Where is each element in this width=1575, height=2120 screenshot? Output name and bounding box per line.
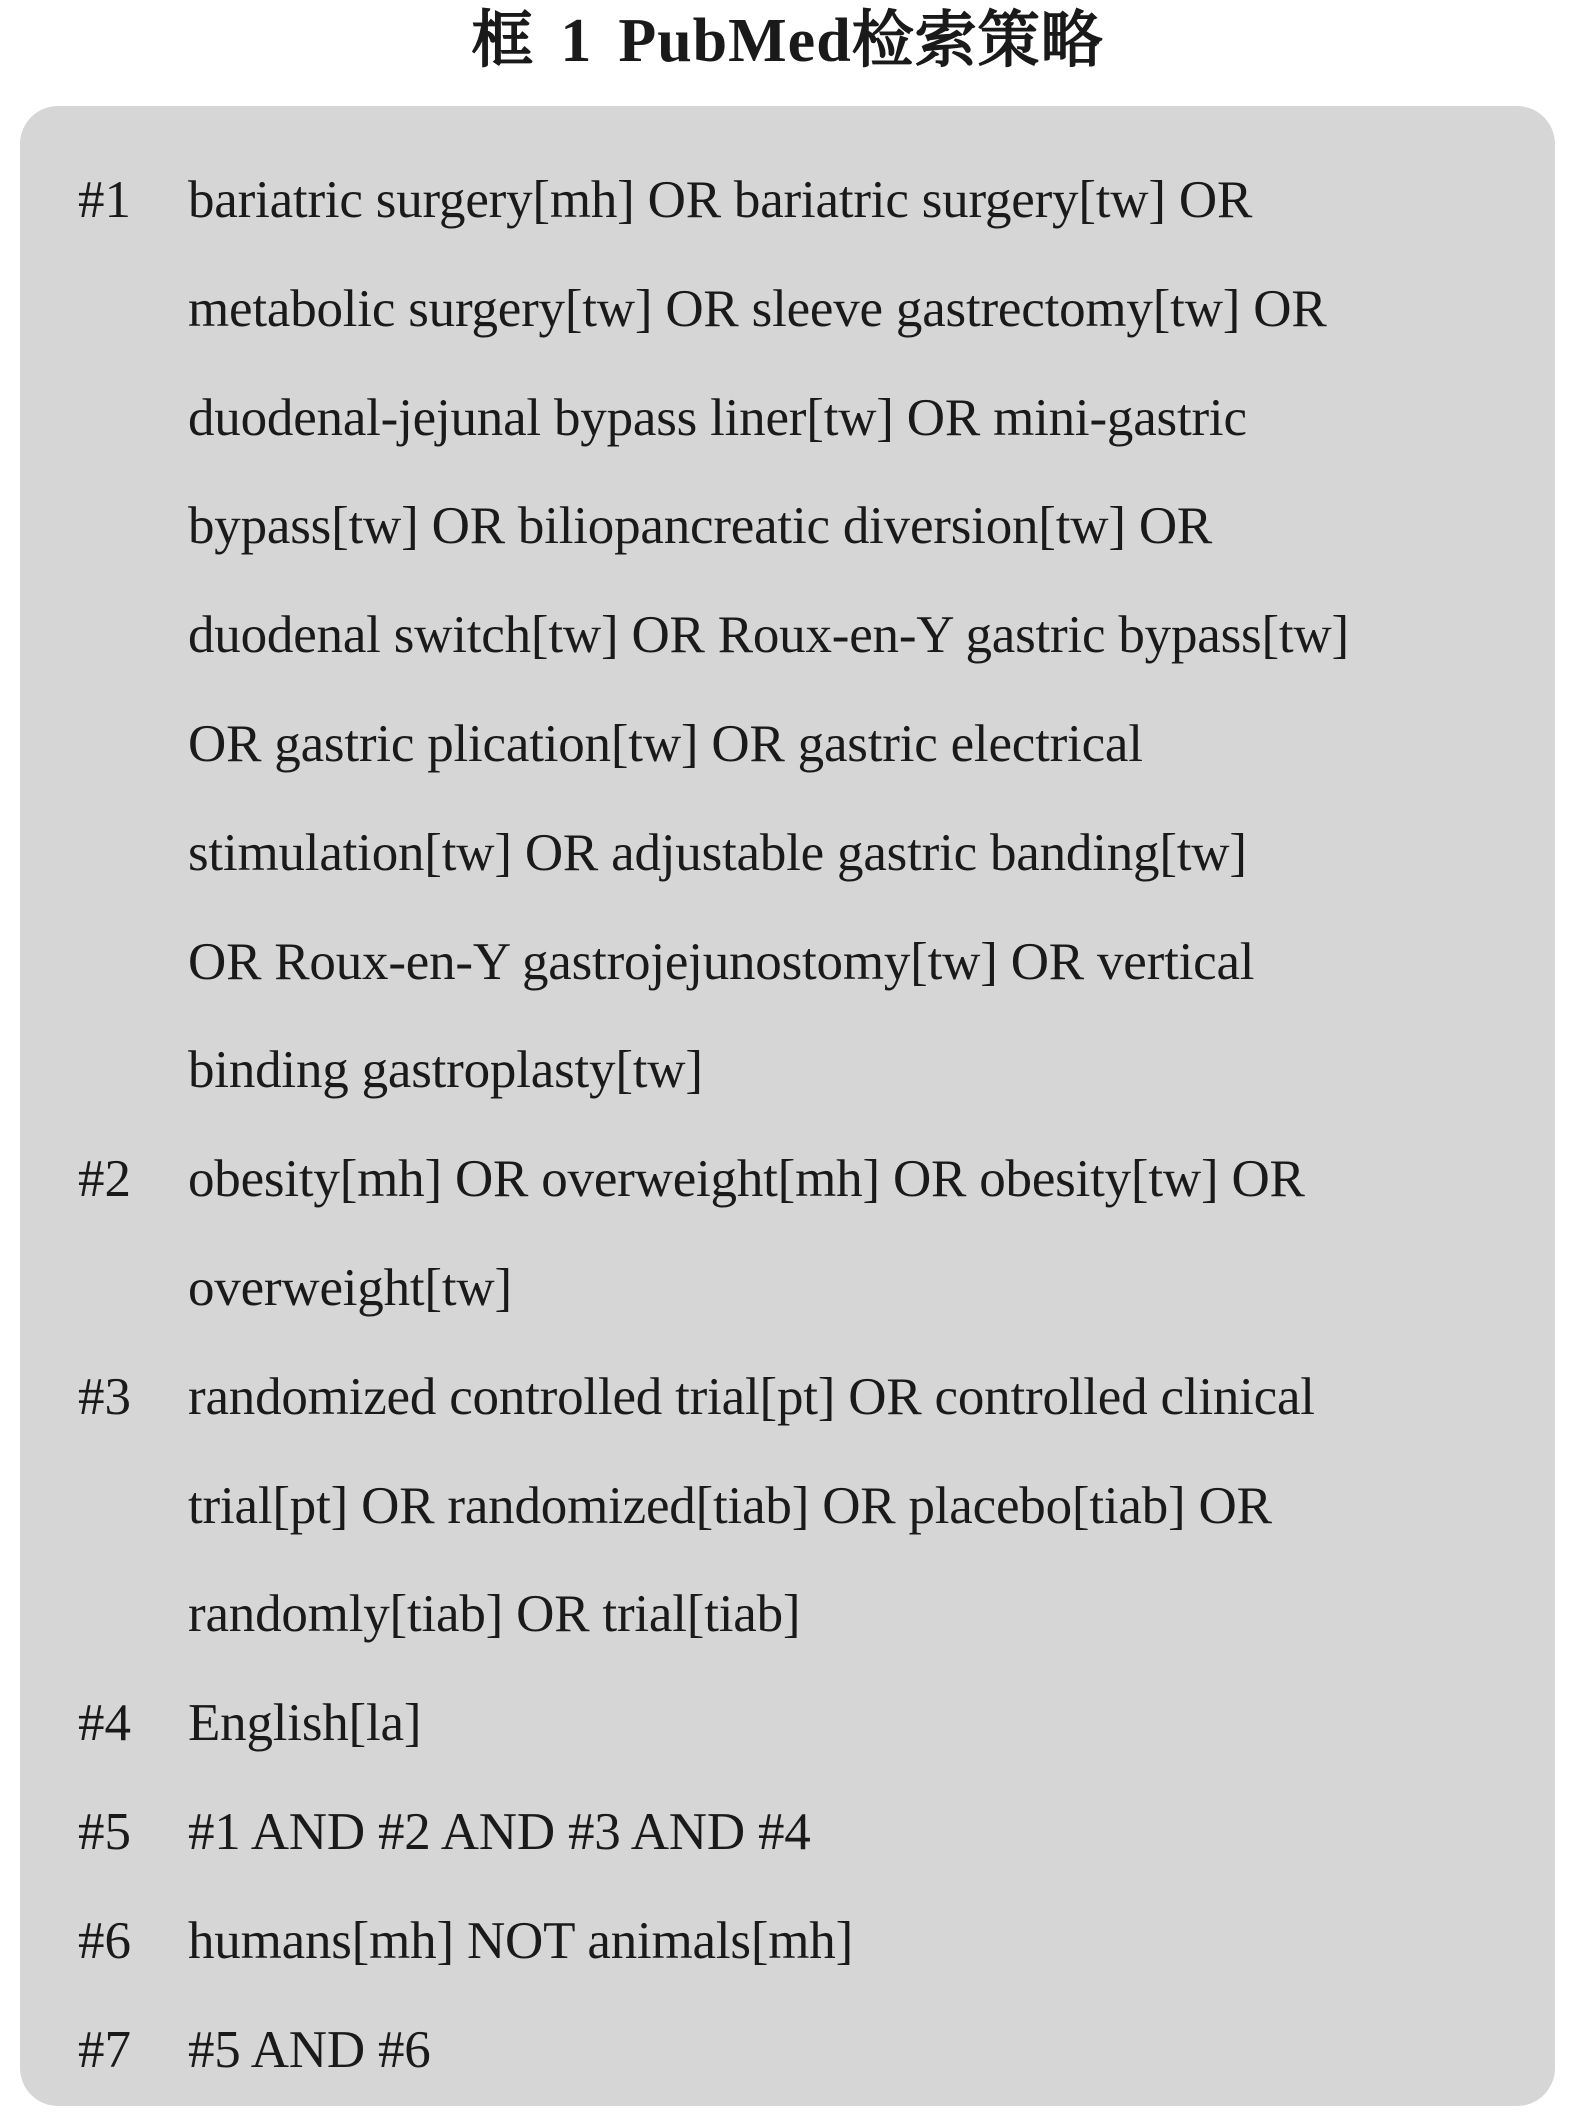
search-entry-1 <box>20 146 1555 1125</box>
search-entry-3 <box>20 1343 1555 1669</box>
entry-number: #2 <box>78 1150 131 1209</box>
entry-query: bariatric surgery[mh] OR bariatric surgery[tw] OR metabolic surgery[tw] OR sleeve gastrectomy[tw] OR duodenal-jejunal bypass liner[tw] OR mini-gastric bypass[tw] OR biliopancreatic diversion[tw] OR duodenal switch[tw] OR Roux-en-Y gastric bypass[tw] OR gastric plication[tw] OR gastric electrical stimulation[tw] OR adjustable gastric banding[tw] OR Roux-en-Y gastrojejunostomy[tw] OR vertical binding gastroplasty[tw] <box>188 171 1349 1100</box>
search-entry-6 <box>20 1887 1555 1996</box>
search-strategy-box <box>20 106 1555 2106</box>
entry-query: randomized controlled trial[pt] OR controlled clinical trial[pt] OR randomized[tiab] OR placebo[tiab] OR randomly[tiab] OR trial[tiab] <box>188 1367 1315 1644</box>
box-title-text: PubMed检索策略 <box>618 7 1104 75</box>
box-title <box>0 0 1575 82</box>
entry-number: #6 <box>78 1911 131 1970</box>
entry-query: English[la] <box>188 1694 422 1753</box>
entry-number: #7 <box>78 2020 131 2079</box>
entry-number: #3 <box>78 1367 131 1426</box>
search-entry-4 <box>20 1669 1555 1778</box>
box-title-label: 框 <box>471 7 535 75</box>
entry-query: obesity[mh] OR overweight[mh] OR obesity[tw] OR overweight[tw] <box>188 1150 1305 1317</box>
entry-number: #1 <box>78 171 131 229</box>
entry-query: #1 AND #2 AND #3 AND #4 <box>188 1802 811 1861</box>
entry-number: #4 <box>78 1694 131 1753</box>
search-entry-7 <box>20 1996 1555 2105</box>
box-title-number: 1 <box>560 7 593 75</box>
search-entry-2 <box>20 1125 1555 1343</box>
entry-number: #5 <box>78 1802 131 1861</box>
search-entry-5 <box>20 1778 1555 1887</box>
entry-query: humans[mh] NOT animals[mh] <box>188 1911 854 1970</box>
entry-query: #5 AND #6 <box>188 2020 431 2079</box>
